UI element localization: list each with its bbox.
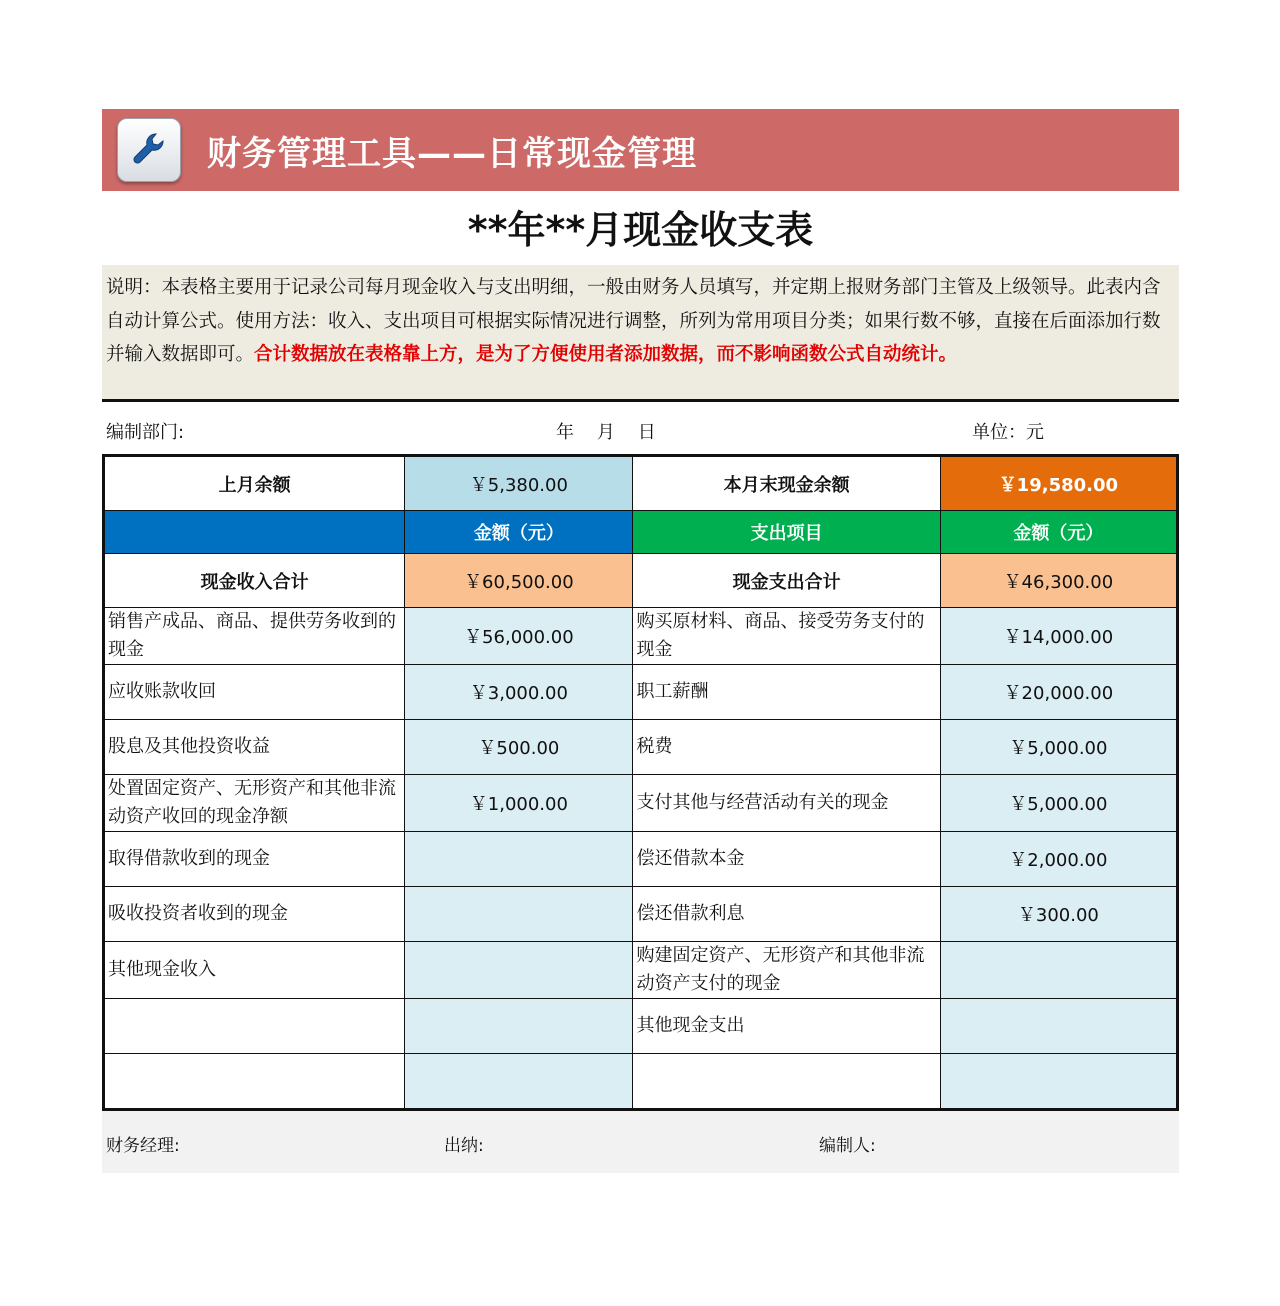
- end-balance-label: 本月末现金余额: [633, 456, 940, 511]
- wrench-icon: [117, 118, 181, 182]
- expense-item-cell[interactable]: 偿还借款本金: [633, 832, 940, 887]
- expense-amount-header: 金额（元）: [940, 511, 1177, 554]
- income-amount-cell[interactable]: ￥1,000.00: [405, 775, 633, 832]
- signature-row: [102, 1111, 1179, 1173]
- expense-item-cell[interactable]: 购买原材料、商品、接受劳务支付的现金: [633, 608, 940, 665]
- income-amount-cell[interactable]: [405, 1054, 633, 1110]
- expense-amount-cell[interactable]: [940, 942, 1177, 999]
- expense-total-value: ￥46,300.00: [940, 554, 1177, 608]
- last-month-label: 上月余额: [104, 456, 405, 511]
- sheet-title: **年**月现金收支表: [467, 208, 814, 252]
- table-row: [104, 887, 1178, 942]
- income-item-cell[interactable]: 股息及其他投资收益: [104, 720, 405, 775]
- expense-amount-cell[interactable]: ￥14,000.00: [940, 608, 1177, 665]
- expense-amount-cell[interactable]: ￥5,000.00: [940, 720, 1177, 775]
- instructions-text: 说明：本表格主要用于记录公司每月现金收入与支出明细，一般由财务人员填写，并定期上报财务部门主管及上级领导。此表内含自动计算公式。使用方法：收入、支出项目可根据实际情况进行调整，所列为常用项目分类；如果行数不够，直接在后面添加行数并输入数据即可。: [106, 277, 1161, 365]
- table-row: [104, 832, 1178, 887]
- expense-amount-cell[interactable]: ￥2,000.00: [940, 832, 1177, 887]
- income-amount-cell[interactable]: [405, 832, 633, 887]
- table-row: [104, 999, 1178, 1054]
- table-row: [104, 942, 1178, 999]
- expense-amount-cell[interactable]: [940, 999, 1177, 1054]
- expense-item-cell[interactable]: [633, 1054, 940, 1110]
- unit-label: 单位：元: [972, 422, 1044, 443]
- income-item-cell[interactable]: 其他现金收入: [104, 942, 405, 999]
- income-amount-cell[interactable]: ￥56,000.00: [405, 608, 633, 665]
- table-row: [104, 1054, 1178, 1110]
- expense-item-cell[interactable]: 支付其他与经营活动有关的现金: [633, 775, 940, 832]
- expense-item-cell[interactable]: 税费: [633, 720, 940, 775]
- income-amount-cell[interactable]: ￥3,000.00: [405, 665, 633, 720]
- cash-sheet: [102, 109, 1179, 1173]
- income-item-cell[interactable]: 销售产成品、商品、提供劳务收到的现金: [104, 608, 405, 665]
- income-total-label: 现金收入合计: [104, 554, 405, 608]
- expense-total-label: 现金支出合计: [633, 554, 940, 608]
- income-amount-cell[interactable]: [405, 999, 633, 1054]
- expense-amount-cell[interactable]: ￥5,000.00: [940, 775, 1177, 832]
- instructions-highlight: 合计数据放在表格靠上方，是为了方便使用者添加数据，而不影响函数公式自动统计。: [254, 344, 958, 365]
- expense-item-cell[interactable]: 职工薪酬: [633, 665, 940, 720]
- cashier-label: 出纳:: [444, 1136, 484, 1156]
- table-row: [104, 775, 1178, 832]
- income-item-cell[interactable]: 处置固定资产、无形资产和其他非流动资产收回的现金净额: [104, 775, 405, 832]
- balance-row: [104, 456, 1178, 511]
- income-item-cell[interactable]: [104, 1054, 405, 1110]
- expense-amount-cell[interactable]: [940, 1054, 1177, 1110]
- income-item-header: [104, 511, 405, 554]
- expense-amount-cell[interactable]: ￥20,000.00: [940, 665, 1177, 720]
- expense-item-cell[interactable]: 购建固定资产、无形资产和其他非流动资产支付的现金: [633, 942, 940, 999]
- meta-row: [102, 399, 1179, 454]
- date-label: 年 月 日: [556, 422, 656, 443]
- banner-title: 财务管理工具——日常现金管理: [207, 133, 697, 174]
- income-amount-cell[interactable]: [405, 887, 633, 942]
- income-item-cell[interactable]: 取得借款收到的现金: [104, 832, 405, 887]
- income-amount-cell[interactable]: ￥500.00: [405, 720, 633, 775]
- income-amount-header: 金额（元）: [405, 511, 633, 554]
- expense-item-header: 支出项目: [633, 511, 940, 554]
- end-balance-value: ￥19,580.00: [940, 456, 1177, 511]
- dept-label: 编制部门:: [106, 422, 185, 443]
- income-item-cell[interactable]: 吸收投资者收到的现金: [104, 887, 405, 942]
- table-row: [104, 720, 1178, 775]
- cash-table: [102, 454, 1179, 1111]
- header-row: [104, 511, 1178, 554]
- table-row: [104, 608, 1178, 665]
- manager-label: 财务经理:: [106, 1136, 180, 1156]
- income-item-cell[interactable]: 应收账款收回: [104, 665, 405, 720]
- table-row: [104, 665, 1178, 720]
- income-item-cell[interactable]: [104, 999, 405, 1054]
- preparer-label: 编制人:: [819, 1136, 876, 1156]
- income-amount-cell[interactable]: [405, 942, 633, 999]
- expense-amount-cell[interactable]: ￥300.00: [940, 887, 1177, 942]
- last-month-value[interactable]: ￥5,380.00: [405, 456, 633, 511]
- expense-item-cell[interactable]: 其他现金支出: [633, 999, 940, 1054]
- instructions: [102, 265, 1179, 399]
- expense-item-cell[interactable]: 偿还借款利息: [633, 887, 940, 942]
- income-total-value: ￥60,500.00: [405, 554, 633, 608]
- banner: [102, 109, 1179, 191]
- totals-row: [104, 554, 1178, 608]
